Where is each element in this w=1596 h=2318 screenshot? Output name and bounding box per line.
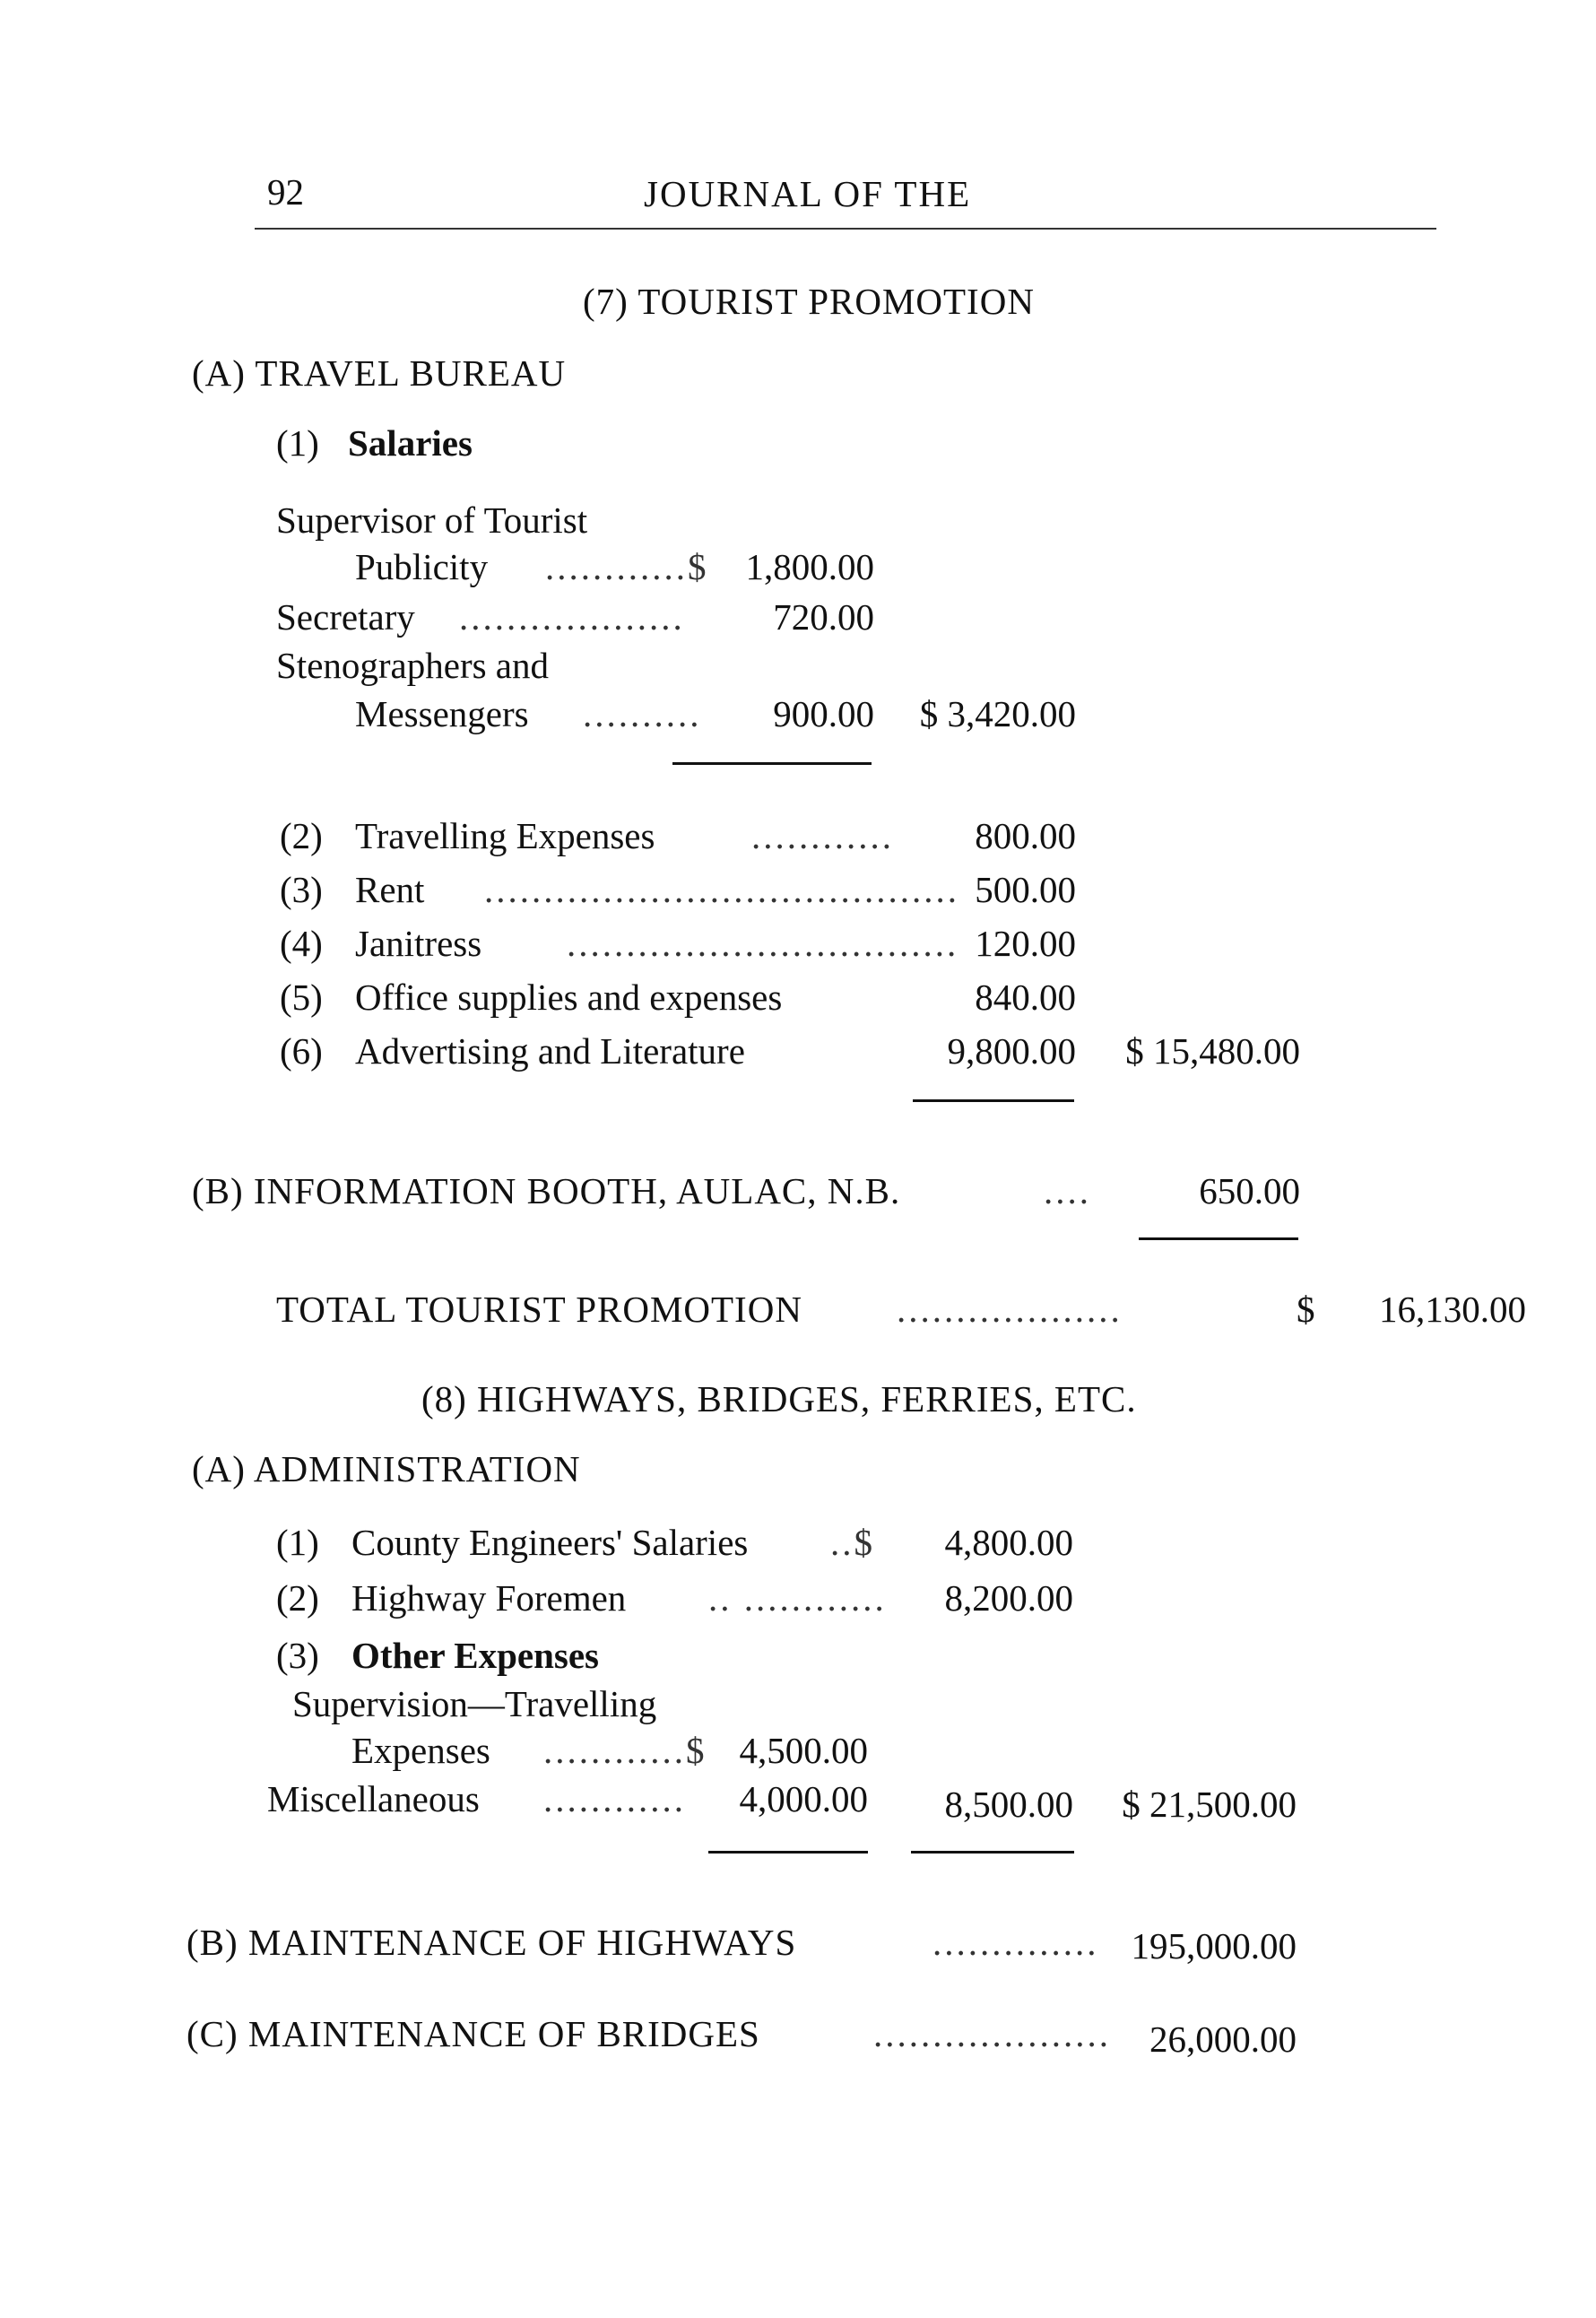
supervision-label-cont: Expenses — [351, 1730, 490, 1771]
subsection-heading: (C) MAINTENANCE OF BRIDGES — [186, 2013, 760, 2054]
item-leader: ................................. — [567, 923, 959, 964]
total-leader: ................... — [897, 1289, 1123, 1330]
item-label: Office supplies and expenses — [355, 977, 783, 1018]
item-label: Janitress — [355, 923, 482, 964]
supervisor-label-cont: Publicity — [355, 546, 489, 587]
sum-rule — [708, 1851, 868, 1854]
section-title: (7) TOURIST PROMOTION — [583, 281, 1035, 322]
bridges-leader: .................... — [873, 2013, 1111, 2054]
booth-amount: 650.00 — [1199, 1170, 1300, 1211]
highways-leader: .............. — [932, 1922, 1099, 1963]
other-expenses-num: (3) — [276, 1635, 319, 1676]
booth-leader: .... — [1044, 1170, 1091, 1211]
supervisor-amount: 1,800.00 — [745, 546, 874, 587]
item-label: Rent — [355, 869, 425, 910]
item-num: (5) — [280, 977, 323, 1018]
item-label: Travelling Expenses — [355, 815, 655, 856]
item-amount: 4,800.00 — [944, 1522, 1073, 1563]
item-num: (4) — [280, 923, 323, 964]
highways-amount: 195,000.00 — [1131, 1925, 1297, 1966]
supervisor-leader: ............$ — [545, 546, 709, 587]
item-num: (2) — [280, 815, 323, 856]
header-rule — [255, 228, 1436, 230]
item-amount: 800.00 — [975, 815, 1076, 856]
item-num: (1) — [276, 1522, 319, 1563]
item-label: Advertising and Literature — [355, 1030, 745, 1072]
misc-amount: 4,000.00 — [739, 1778, 868, 1819]
steno-label: Stenographers and — [276, 645, 549, 686]
sum-rule — [1139, 1237, 1298, 1240]
secretary-leader: ................... — [459, 596, 685, 638]
sum-rule — [672, 762, 872, 765]
item-leader: ............ — [751, 815, 894, 856]
steno-leader: .......... — [583, 693, 702, 734]
other-expenses-heading: Other Expenses — [351, 1635, 600, 1676]
item-leader: ..$ — [830, 1522, 875, 1563]
subsection-heading: (A) ADMINISTRATION — [192, 1448, 581, 1489]
steno-amount: 900.00 — [773, 693, 874, 734]
salaries-heading: Salaries — [348, 422, 473, 464]
misc-label: Miscellaneous — [267, 1778, 480, 1819]
item-leader: .. ............ — [708, 1577, 887, 1619]
item-num: (2) — [276, 1577, 319, 1619]
subsection-heading: (B) MAINTENANCE OF HIGHWAYS — [186, 1922, 797, 1963]
sum-rule — [913, 1099, 1074, 1102]
section-title: (8) HIGHWAYS, BRIDGES, FERRIES, ETC. — [421, 1378, 1137, 1419]
item-amount: 500.00 — [975, 869, 1076, 910]
item-amount: 9,800.00 — [947, 1030, 1076, 1072]
misc-leader: ............ — [543, 1778, 686, 1819]
travel-bureau-total: $ 15,480.00 — [1125, 1030, 1300, 1072]
item-label: Highway Foremen — [351, 1577, 627, 1619]
other-expenses-subtotal: 8,500.00 — [944, 1784, 1073, 1825]
bridges-amount: 26,000.00 — [1149, 2018, 1297, 2060]
supervision-leader: ............$ — [543, 1730, 707, 1771]
item-amount: 840.00 — [975, 977, 1076, 1018]
administration-total: $ 21,500.00 — [1122, 1784, 1297, 1825]
supervision-label: Supervision—Travelling — [292, 1683, 657, 1724]
subsection-heading: (A) TRAVEL BUREAU — [192, 352, 567, 394]
total-dollar-sign: $ — [1297, 1289, 1315, 1330]
item-amount: 120.00 — [975, 923, 1076, 964]
supervision-amount: 4,500.00 — [739, 1730, 868, 1771]
steno-label-cont: Messengers — [355, 693, 529, 734]
salaries-subtotal: $ 3,420.00 — [919, 693, 1076, 734]
item-amount: 8,200.00 — [944, 1577, 1073, 1619]
supervisor-label: Supervisor of Tourist — [276, 499, 588, 541]
item-num: (3) — [280, 869, 323, 910]
secretary-amount: 720.00 — [773, 596, 874, 638]
salaries-num: (1) — [276, 422, 319, 464]
running-header: JOURNAL OF THE — [644, 173, 972, 214]
item-label: County Engineers' Salaries — [351, 1522, 749, 1563]
item-leader: ........................................ — [484, 869, 959, 910]
total-amount: 16,130.00 — [1379, 1289, 1526, 1330]
subsection-heading: (B) INFORMATION BOOTH, AULAC, N.B. — [192, 1170, 901, 1211]
item-num: (6) — [280, 1030, 323, 1072]
total-label: TOTAL TOURIST PROMOTION — [276, 1289, 802, 1330]
secretary-label: Secretary — [276, 596, 415, 638]
page-number: 92 — [267, 171, 304, 213]
sum-rule — [911, 1851, 1074, 1854]
